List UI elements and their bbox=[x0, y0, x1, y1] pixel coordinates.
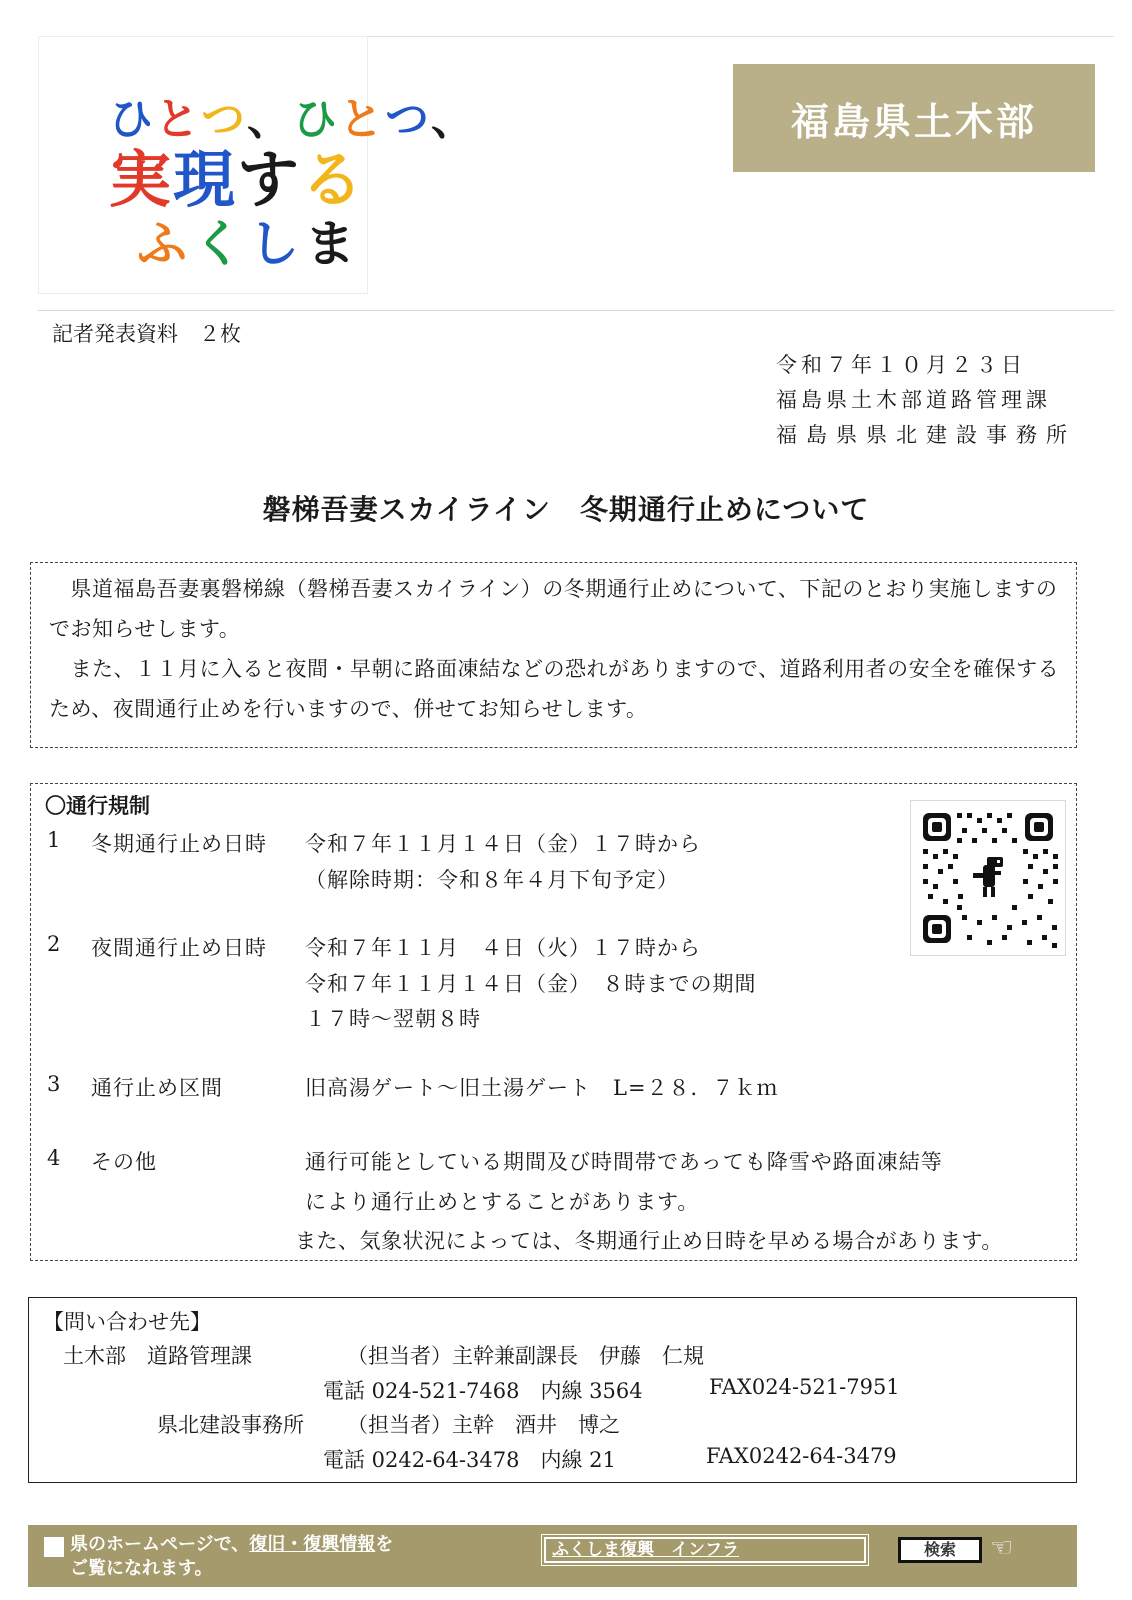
issuer-kenpoku-office: 福島県県北建設事務所 bbox=[776, 423, 1076, 447]
press-release-label: 記者発表資料 ２枚 bbox=[52, 322, 241, 346]
item-3-line-1: 旧高湯ゲート～旧土湯ゲート L=２８．７ｋｍ bbox=[305, 1076, 779, 1100]
department-badge bbox=[733, 64, 1095, 172]
square-bullet-icon bbox=[44, 1537, 64, 1557]
item-label: 冬期通行止め日時 bbox=[91, 832, 267, 856]
item-label: その他 bbox=[91, 1150, 157, 1174]
intro-paragraph-1: 県道福島吾妻裏磐梯線（磐梯吾妻スカイライン）の冬期通行止めについて、下記のとおり実施しますのでお知らせします。 bbox=[49, 577, 1058, 641]
logo-line-2: 実現する bbox=[109, 143, 366, 217]
contact-person-2: （担当者）主幹 酒井 博之 bbox=[347, 1413, 620, 1437]
intro-paragraph-2: また、１１月に入ると夜間・早朝に路面凍結などの恐れがありますので、道路利用者の安全を確保するため、夜間通行止めを行いますので、併せてお知らせします。 bbox=[49, 657, 1060, 721]
intro-box bbox=[30, 562, 1077, 748]
item-number: 2 bbox=[47, 932, 61, 956]
issue-meta bbox=[776, 348, 1076, 453]
contact-fax-2: FAX0242-64-3479 bbox=[706, 1444, 897, 1468]
logo-line-3: ふくしま bbox=[137, 215, 361, 274]
header-rule bbox=[368, 36, 1114, 37]
contact-heading: 【問い合わせ先】 bbox=[43, 1310, 211, 1334]
item-1-line-2: （解除時期：令和８年４月下旬予定） bbox=[305, 868, 679, 892]
header-divider bbox=[38, 310, 1114, 311]
footer-text-prefix: 県のホームページで、 bbox=[70, 1534, 250, 1555]
logo-line-1: ひとつ、ひとつ、 bbox=[109, 94, 477, 145]
contact-dept-1: 土木部 道路管理課 bbox=[63, 1344, 252, 1368]
logo bbox=[38, 36, 477, 294]
contact-fax-1: FAX024-521-7951 bbox=[709, 1375, 900, 1399]
contact-box bbox=[28, 1297, 1077, 1483]
item-2-line-1: 令和７年１１月 ４日（火）１７時から bbox=[305, 936, 701, 960]
pointing-hand-icon: ☜ bbox=[990, 1533, 1014, 1563]
item-1-line-1: 令和７年１１月１４日（金）１７時から bbox=[305, 832, 701, 856]
footer-text bbox=[70, 1533, 393, 1581]
item-label: 夜間通行止め日時 bbox=[91, 936, 267, 960]
contact-dept-2: 県北建設事務所 bbox=[157, 1413, 304, 1437]
item-number: 1 bbox=[47, 828, 61, 852]
issue-date: 令和７年１０月２３日 bbox=[776, 353, 1026, 377]
department-name: 福島県土木部 bbox=[790, 99, 1037, 144]
footer-text-line-2: ご覧になれます。 bbox=[70, 1558, 213, 1579]
issuer-road-management: 福島県土木部道路管理課 bbox=[776, 388, 1051, 412]
footer-text-suffix: を bbox=[375, 1534, 394, 1555]
search-button[interactable]: 検索 bbox=[898, 1537, 982, 1563]
document-title: 磐梯吾妻スカイライン 冬期通行止めについて bbox=[262, 493, 870, 526]
search-box[interactable]: ふくしま復興 インフラ bbox=[544, 1537, 866, 1563]
contact-tel-2: 電話 0242-64-3478 内線 21 bbox=[323, 1448, 616, 1472]
item-2-line-3: １７時～翌朝８時 bbox=[305, 1007, 481, 1031]
item-4-line-2: により通行止めとすることがあります。 bbox=[305, 1190, 700, 1214]
qr-code[interactable] bbox=[910, 800, 1066, 956]
item-4-line-3: また、気象状況によっては、冬期通行止め日時を早める場合があります。 bbox=[295, 1229, 1003, 1253]
qr-code-icon bbox=[911, 801, 1065, 955]
item-label: 通行止め区間 bbox=[91, 1076, 223, 1100]
item-number: 4 bbox=[47, 1146, 61, 1170]
recovery-info-link[interactable]: 復旧・復興情報 bbox=[249, 1534, 376, 1555]
item-2-line-2: 令和７年１１月１４日（金） ８時までの期間 bbox=[305, 972, 757, 996]
regulation-heading: 〇通行規制 bbox=[45, 794, 150, 818]
footer-banner bbox=[28, 1525, 1077, 1587]
contact-tel-1: 電話 024-521-7468 内線 3564 bbox=[323, 1379, 643, 1403]
item-number: 3 bbox=[47, 1072, 61, 1096]
item-4-line-1: 通行可能としている期間及び時間帯であっても降雪や路面凍結等 bbox=[305, 1150, 943, 1174]
contact-person-1: （担当者）主幹兼副課長 伊藤 仁規 bbox=[347, 1344, 704, 1368]
